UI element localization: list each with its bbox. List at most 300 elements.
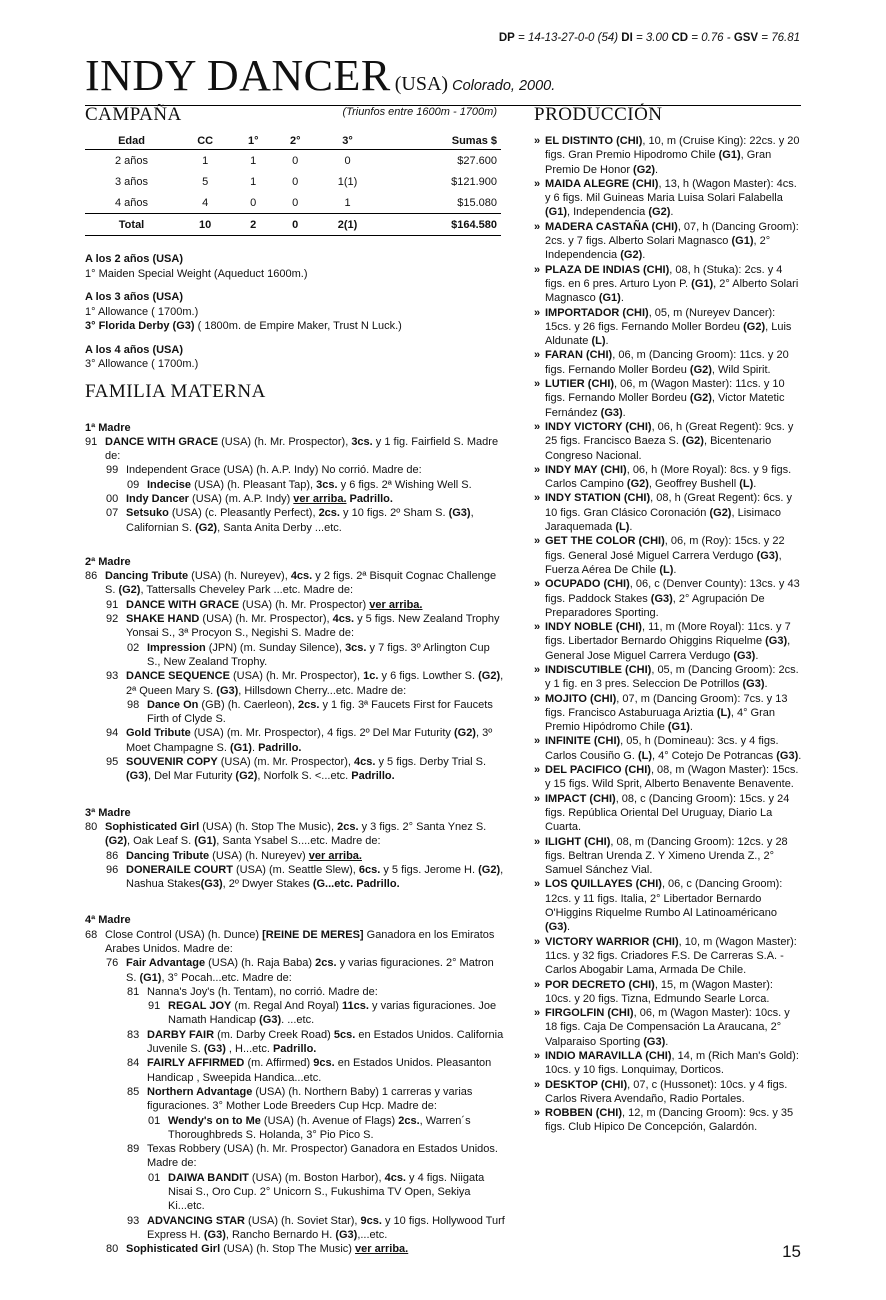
entry-text: (USA) (h. Avenue of Flags) [260,1114,399,1127]
entry-text: , Tattersalls Cheveley Park ...etc. Madre de: [140,584,354,597]
campaign-notes [85,252,505,372]
grade-badge: (G1) [545,206,567,219]
entry-text: y 10 figs. Hollywood Turf Express H. [147,1214,505,1241]
offspring-name: LUTIER (CHI) [545,378,615,391]
madre-heading: 4ª Madre [85,914,131,927]
entry-text: , 05, m (Nureyev Dancer): 15cs. y 26 figs. Fernando Moller Bordeu [545,306,776,333]
produccion-heading: PRODUCCIÓN [534,104,663,125]
entry-text: . [665,1035,669,1048]
entry-year: 83 [127,1028,140,1041]
entry-name: Fair Advantage [126,957,206,970]
di-value: = 3.00 [632,32,672,44]
table-cell: $27.600 [457,155,497,167]
pedigree-entry [106,598,505,612]
entry-year: 76 [106,957,119,970]
offspring-name: INDY MAY (CHI) [545,463,627,476]
entry-text: (USA) (h. Raja Baba) [205,957,316,970]
list-item-text [545,220,802,263]
offspring-name: OCUPADO (CHI) [545,578,630,591]
total-cell: Total [85,214,178,236]
notes-heading: A los 3 años (USA) [85,291,183,303]
entry-name: ADVANCING STAR [147,1214,245,1227]
grade-badge: (G3) [203,1228,226,1241]
bullet-icon: » [534,735,541,748]
list-item [534,534,802,577]
entry-year: 91 [148,1000,161,1013]
offspring-name: MOJITO (CHI) [545,692,617,705]
list-item [534,134,802,177]
entry-year: 93 [106,670,119,683]
bullet-icon: » [534,1050,541,1062]
entry-name: Dance On [147,698,199,711]
entry-text: y varias figuraciones. 2° Matron S. [126,957,494,984]
list-item [534,692,802,735]
list-item [534,734,802,763]
pedigree-entry [106,506,505,535]
table-cell: 0 [250,197,257,209]
pedigree-entry [106,669,505,698]
list-item [534,835,802,878]
entry-text: , 07, c (Hussonet): 10cs. y 4 figs. Carlos Rivera Avendaño, Radio Portales. [545,1078,788,1105]
grade-badge: (G3) [643,1035,666,1048]
total-cell: 0 [274,214,316,236]
pedigree-entry [127,1028,505,1057]
entry-text: y 5 figs. Derby Trial S. [375,756,487,769]
dp-value: = 14-13-27-0-0 (54) [514,32,622,44]
madre-heading: 2ª Madre [85,555,131,568]
entry-text: , 4° Gran Premio Hipódromo Chile [545,706,775,734]
pedigree-entry [127,478,505,492]
grade-badge: (G1) [731,235,754,248]
entry-text: , Luis Aldunate [545,320,792,348]
entry-text: , 08, m (Wagon Master): 15cs. y 15 figs. Wild Sprit, Alberto Benavente Benavente. [545,764,799,791]
list-item-text [545,420,802,463]
entry-text: , 2º Dwyer Stakes [222,878,313,891]
grade-badge: (G2) [626,478,649,491]
padrillo-label: Padrillo. [351,770,395,783]
pedigree-entry [85,569,505,598]
entry-text: , 13, h (Wagon Master): 4cs. y 6 figs. Mil Guineas Maria Luisa Solari Falabella [545,177,797,205]
entry-name: Dancing Tribute [126,849,210,862]
offspring-name: DESKTOP (CHI) [545,1078,628,1091]
bullet-icon: » [534,792,541,805]
entry-name: REGAL JOY [168,1000,232,1013]
list-item [534,935,802,978]
entry-bold: 4cs. [384,1171,406,1184]
list-item [534,491,802,534]
entry-year: 81 [127,985,140,998]
entry-bold: 2cs. [398,1114,420,1127]
bullet-icon: » [534,263,541,276]
offspring-name: GET THE COLOR (CHI) [545,535,665,548]
entry-text: y 1 fig. 3ª Faucets First for Faucets Firth of Clyde S. [147,698,493,726]
horse-country: (USA) [394,73,449,95]
table-cell: 1 [202,155,209,167]
offspring-name: FIRGOLFIN (CHI) [545,1007,634,1020]
entry-text: . [753,478,757,491]
bullet-icon: » [534,535,541,548]
note-line: 3° Allowance ( 1700m.) [85,358,199,370]
entry-name: DAIWA BANDIT [168,1171,249,1184]
entry-bold: 1c. [363,670,379,683]
list-item-text [545,1006,802,1049]
entry-text: , Del Mar Futurity [148,770,236,783]
entry-text: , H...etc. [225,1043,273,1056]
left-column [85,104,505,1257]
entry-text: , 08, m (Dancing Groom): 12cs. y 28 figs. Beltran Urenda Z. Y Ximeno Urenda Z., 2° Samuel Sánchez Vial. [545,835,788,877]
entry-text: (USA) (m. Boston Harbor), [248,1171,385,1184]
grade-badge: (G2) [453,727,476,740]
list-item-text [545,663,802,692]
entry-text: (USA) (h. Mr. Prospector), [229,670,364,683]
list-item [534,1078,802,1107]
entry-bold: 2cs. [318,507,340,520]
entry-text: , Warren´s Thoroughbreds S. Holanda, 3° Pio Pico S. [168,1114,471,1141]
grade-badge: (G2) [689,363,712,376]
list-item [534,377,802,420]
entry-text: , Geoffrey Bushell [648,478,740,491]
entry-text: . [798,749,802,762]
total-cell: 2(1) [316,214,379,236]
pedigree-entry [85,928,505,957]
dosage-line [499,32,800,44]
entry-text: , General Jose Miguel Carrera Verdugo [545,635,791,662]
bullet-icon: » [534,578,541,591]
pedigree-entry [106,612,505,641]
list-item-text [545,620,802,663]
entry-year: 95 [106,756,119,769]
entry-text: , 06, c (Dancing Groom): 12cs. y 11 figs. Italia, 2° Libertador Bernardo O'Higgins Riquelme Rumbo Al Latinoaméricano [545,878,783,920]
entry-text: y 5 figs. Jerome H. [380,863,479,876]
grade-badge: (G3) [545,921,567,934]
offspring-name: INDISCUTIBLE (CHI) [545,663,652,676]
entry-bold: 4cs. [353,756,376,769]
notes-3-years [85,290,505,334]
grade-badge: (L) [739,478,754,491]
offspring-name: PLAZA DE INDIAS (CHI) [545,263,670,276]
list-item [534,978,802,1007]
grade-badge: (G2) [195,521,218,534]
entry-year: 80 [106,1243,119,1256]
bullet-icon: » [534,764,541,777]
entry-text: , Gran Premio De Honor [545,149,772,176]
bullet-icon: » [534,220,541,233]
offspring-name: EL DISTINTO (CHI) [545,135,643,147]
list-item [534,663,802,692]
pedigree-entry [127,985,505,999]
bullet-icon: » [534,378,541,391]
gsv-value: = 76.81 [758,32,800,44]
grade-badge: (G3) [742,678,765,691]
campana-section [85,104,505,236]
list-item-text [545,935,802,978]
entry-text: en Estados Unidos. Pleasanton Handicap , Sweepida Handica...etc. [147,1057,492,1084]
entry-name: Northern Advantage [147,1085,253,1098]
list-item-text [545,263,802,306]
entry-text: , 08, h (Great Regent): 6cs. y 10 figs. Gran Clásico Coronación [545,492,792,519]
entry-text: , 14, m (Rich Man's Gold): 10cs. y 10 figs. Lonquimay, Dorticos. [545,1050,799,1077]
grade-badge: (G1) [667,721,690,734]
horse-name: INDY DANCER [85,51,391,100]
entry-text: , 10, m (Cruise King): 22cs. y 20 figs. Gran Premio Hipodromo Chile [545,135,800,162]
table-cell: 0 [344,155,351,167]
offspring-name: IMPORTADOR (CHI) [545,306,649,319]
pedigree-entry [127,1142,505,1171]
list-item-text [545,1106,802,1135]
entry-name: SOUVENIR COPY [126,756,218,769]
entry-text: , 06, m (Dancing Groom): 11cs. y 20 figs. Fernando Moller Bordeu [545,349,789,376]
entry-text: , 07, h (Dancing Groom): 2cs. y 7 figs. Alberto Solari Magnasco [545,220,799,248]
entry-text: , 06, m (Wagon Master): 11cs. y 10 figs. Fernando Moller Bordeu [545,378,785,405]
entry-text: , Fuerza Aérea De Chile [545,549,782,576]
entry-text: . [764,678,768,691]
grade-badge: (G1) [718,149,741,162]
ver-arriba-link: ver arriba. [308,849,362,862]
entry-text: . [689,721,693,734]
grade-badge: (G3) [126,770,148,783]
list-item [534,577,802,620]
entry-year: 94 [106,727,119,740]
list-item-text [545,792,802,835]
table-row [85,171,501,192]
bullet-icon: » [534,349,541,362]
entry-year: 96 [106,863,119,876]
entry-text: . [605,335,609,348]
entry-year: 01 [148,1114,161,1127]
note-bold: 3° Florida Derby (G3) [85,320,195,332]
entry-text: (USA) (m. A.P. Indy) [188,492,294,505]
offspring-name: POR DECRETO (CHI) [545,978,655,991]
entry-year: 86 [106,849,119,862]
table-cell: 1 [250,176,257,188]
notes-2-years [85,252,505,281]
bullet-icon: » [534,621,541,634]
offspring-name: INDY NOBLE (CHI) [545,621,642,634]
entry-text: (USA) (m. Mr. Prospector), [217,756,354,769]
table-total-row [85,214,501,236]
table-cell: 3 años [115,176,149,188]
table-row [85,150,501,172]
list-item [534,792,802,835]
offspring-name: MADERA CASTAÑA (CHI) [545,220,678,233]
note-text: ( 1800m. de Empire Maker, Trust N Luck.) [194,320,402,332]
entry-text: , Rancho Bernardo H. [225,1228,336,1241]
pedigree-entry [127,641,505,670]
list-item [534,1006,802,1049]
entry-year: 02 [127,641,140,654]
madre-heading: 3ª Madre [85,806,131,819]
entry-bold: Padrillo. [346,492,393,505]
entry-year: 84 [127,1057,140,1070]
bullet-icon: » [534,692,541,705]
grade-badge: (G1) [691,277,714,290]
entry-text: , Nashua Stakes [126,863,504,891]
entry-text: (USA) (h. Nureyev) [209,849,309,862]
list-item-text [545,377,802,420]
pedigree-entry [148,1171,505,1214]
pedigree-entry [85,820,505,849]
entry-year: 01 [148,1171,161,1184]
entry-text: , 07, m (Dancing Groom): 7cs. y 13 figs. Francisco Astaburuaga Ariztia [545,692,788,719]
table-cell: 1 [250,155,257,167]
offspring-name: IMPACT (CHI) [545,792,616,805]
grade-badge: (G3) [216,684,239,697]
entry-text: , Santa Anita Derby ...etc. [217,521,342,534]
entry-bold: 3cs. [316,478,338,491]
list-item-text [545,978,802,1007]
entry-text: , Santa Ysabel S....etc. Madre de: [216,835,381,848]
ver-arriba-link: ver arriba. [355,1243,409,1256]
entry-name: DONERAILE COURT [126,863,233,876]
offspring-name: LOS QUILLAYES (CHI) [545,878,662,891]
entry-text: , 12, m (Dancing Groom): 9cs. y 35 figs. Club Hipico De Concepción, Galardón. [545,1107,794,1134]
dp-label: DP [498,32,515,44]
entry-bold: 4cs. [290,570,313,583]
entry-bold: 11cs. [342,1000,369,1013]
entry-name: Sophisticated Girl [126,1243,221,1256]
grade-badge: (G2) [105,835,127,848]
grade-badge: (G2) [235,770,258,783]
entry-name: DANCE SEQUENCE [126,670,230,683]
grade-badge: (G3) [200,878,223,891]
entry-bold: 3cs. [345,641,367,654]
list-item-text [545,534,802,577]
entry-name: FAIRLY AFFIRMED [147,1057,245,1070]
reine-de-meres-badge: [REINE DE MERES] [262,928,364,941]
entry-text: , 2° Agrupación De Preparadores Sporting. [545,592,765,619]
entry-text: (USA) (h. Mr. Prospector) [239,598,370,611]
entry-bold: 6cs. [358,863,381,876]
bullet-icon: » [534,878,541,891]
entry-text: , 10, m (Wagon Master): 11cs. y 32 figs. Criadores F.S. De Carreras S.A. - Carlos Abogabir Lama, Armada De Chile. [545,935,797,977]
entry-text: , 05, h (Domineau): 3cs. y 4 figs. Carlos Cousiño G. [545,735,779,762]
entry-text: , Victor Matetic Fernández [545,392,785,419]
entry-text: , 06, h (More Royal): 8cs. y 9 figs. Carlos Campino [545,463,792,491]
entry-text: (USA) (m. Seattle Slew), [232,863,359,876]
grade-badge: (G3) [259,1014,282,1027]
entry-name: Indecise [147,478,192,491]
entry-bold: 2cs. [337,820,359,833]
entry-text: y 2 figs. 2ª Bisquit Cognac Challenge S. [105,570,497,597]
bullet-icon: » [534,1107,541,1120]
list-item-text [545,348,802,377]
entry-text: . [655,163,659,176]
note-line: 1° Maiden Special Weight (Aqueduct 1600m.) [85,267,308,280]
entry-bold: 3cs. [351,435,373,448]
entry-text: . [670,206,674,219]
entry-text: Nanna's Joy's (h. Tentam), no corrió. Madre de: [147,985,378,998]
header-cell: 3° [316,132,379,150]
ver-arriba-link: ver arriba. [293,492,347,505]
table-cell: 4 años [115,197,149,209]
notes-heading: A los 4 años (USA) [85,343,183,356]
cd-label: CD [671,32,689,44]
entry-text: (USA) (m. Mr. Prospector), 4 figs. 2º Del Mar Futurity [190,727,454,740]
entry-text: . [642,249,646,262]
entry-text: (USA) (h. Stop The Music), [199,820,338,833]
pedigree-entry [106,463,505,477]
grade-badge: (G3) [776,749,799,762]
familia-heading: FAMILIA MATERNA [85,380,266,402]
entry-bold: 2cs. [315,957,337,970]
offspring-name: INDIO MARAVILLA (CHI) [545,1050,672,1062]
offspring-name: ROBBEN (CHI) [545,1107,622,1120]
grade-badge: (G2) [709,506,732,519]
right-column [534,104,802,1135]
padrillo-label: Padrillo. [272,1043,317,1056]
entry-text: (m. Darby Creek Road) [214,1028,334,1041]
offspring-name: DEL PACIFICO (CHI) [545,764,651,777]
grade-badge: (G3) [448,507,471,520]
entry-text: , Norfolk S. <...etc. [257,770,352,783]
madre-heading: 1ª Madre [85,421,131,434]
entry-text: , 2ª Queen Mary S. [126,670,504,697]
cd-value: = 0.76 - [688,32,734,44]
entry-text: Independent Grace (USA) (h. A.P. Indy) No corrió. Madre de: [126,464,422,477]
offspring-name: INDY VICTORY (CHI) [545,420,652,433]
bullet-icon: » [534,1007,541,1020]
entry-text: (USA) (h. Soviet Star), [244,1214,361,1227]
entry-bold: 2cs. [298,698,320,711]
grade-badge: (G2) [689,392,712,405]
bullet-icon: » [534,935,541,948]
triunfos-note: (Triunfos entre 1600m - 1700m) [342,106,497,118]
entry-name: DANCE WITH GRACE [126,598,240,611]
entry-year: 93 [127,1214,140,1227]
list-item-text [545,1049,802,1078]
entry-text: (JPN) (m. Sunday Silence), [205,641,346,654]
entry-year: 86 [85,570,98,583]
gsv-label: GSV [733,32,759,44]
offspring-name: INFINITE (CHI) [545,735,621,748]
grade-badge: (G3) [765,635,788,648]
offspring-name: MAIDA ALEGRE (CHI) [545,177,659,190]
bullet-icon: » [534,177,541,190]
pedigree-entry [106,726,505,755]
list-item-text [545,577,802,620]
grade-badge: (L) [615,521,630,534]
list-item-text [545,877,802,934]
header-cell: Sumas $ [379,132,501,150]
entry-text: . [620,292,624,305]
entry-text: , Lisimaco Jaraquemada [545,506,781,534]
list-item [534,763,802,792]
entry-text: . [567,921,571,934]
bullet-icon: » [534,492,541,505]
list-item-text [545,692,802,735]
bullet-icon: » [534,306,541,319]
pedigree-entry [106,1242,505,1256]
entry-bold: 9cs. [360,1214,382,1227]
list-item [534,620,802,663]
entry-name: Impression [147,641,206,654]
total-cell: $164.580 [379,214,501,236]
grade-badge: (G3) [203,1043,226,1056]
entry-text: , 3° Pocah...etc. Madre de: [161,971,292,984]
page-number: 15 [782,1242,801,1261]
entry-text: , 08, c (Dancing Groom): 15cs. y 24 figs. República Oriental Del Uruguay, Diario La Cuarta. [545,792,790,834]
entry-text: (GB) (h. Caerleon), [198,698,298,711]
entry-text: , 05, m (Dancing Groom): 2cs. y 1 fig. en 3 pres. Seleccion De Potrillos [545,663,799,691]
grade-badge: (G2) [478,863,501,876]
offspring-name: ILIGHT (CHI) [545,835,611,848]
entry-text: , 06, h (Great Regent): 9cs. y 25 figs. Francisco Baeza S. [545,420,794,448]
entry-text: (USA) (h. Mr. Prospector), [218,435,352,448]
offspring-name: VICTORY WARRIOR (CHI) [545,935,679,948]
entry-text: , 3º Moet Champagne S. [126,727,493,754]
di-label: DI [621,32,633,44]
entry-name: DANCE WITH GRACE [105,435,219,448]
